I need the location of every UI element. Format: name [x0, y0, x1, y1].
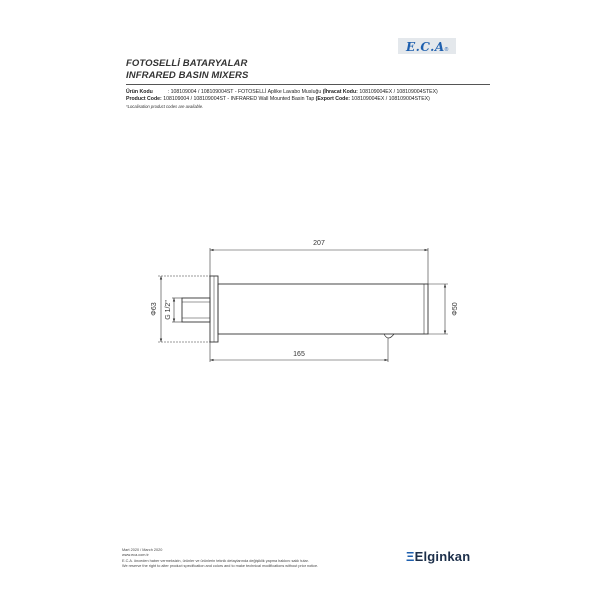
- dim-body-diameter: Φ50: [452, 302, 459, 316]
- tap-body: [218, 284, 428, 334]
- elginkan-mark-icon: Ξ: [406, 549, 415, 564]
- dimension-lines: [158, 248, 448, 362]
- dim-body-length: 165: [293, 351, 305, 358]
- footer-note-en: We reserve the right to alter product specification and colors and to make technical modifications without prior notice.: [122, 564, 319, 568]
- dim-total-length: 207: [313, 240, 325, 247]
- thread-connector: [182, 298, 210, 322]
- export-code-en-value: 108109004EX / 108109004STEX): [351, 96, 430, 102]
- tap-outline: [182, 276, 428, 342]
- footer-date: Mart 2020 / March 2020: [122, 548, 163, 552]
- dim-thread-size: G 1/2": [165, 300, 172, 320]
- localisation-note: *Localisation product codes are available.: [126, 104, 204, 109]
- product-code-tr-label: Ürün Kodu: [126, 89, 153, 95]
- export-code-en-label: (Export Code:: [315, 96, 350, 102]
- product-code-en-label: Product Code:: [126, 96, 162, 102]
- footer-note-tr: E.C.A. önceden haber vermeksizin, ürünler ve ürünlerin teknik detaylarında değişiklik yapma hakkını saklı tutar.: [122, 559, 309, 563]
- elginkan-logo: [406, 548, 470, 566]
- catalog-title-tr: FOTOSELLİ BATARYALAR: [126, 58, 248, 69]
- export-code-tr-label: (İhracat Kodu:: [322, 89, 358, 95]
- export-code-tr-value: 108109004EX / 108109004STEX): [359, 89, 438, 95]
- elginkan-brand-text: Elginkan: [414, 549, 471, 564]
- catalog-title-en: INFRARED BASIN MIXERS: [126, 70, 249, 81]
- footer-website: www.eca.com.tr: [122, 553, 149, 557]
- product-code-tr-text: : 108109004 / 108109004ST - FOTOSELLİ Aplike Lavabo Musluğu: [167, 89, 322, 95]
- eca-logo-mark: ®: [444, 47, 449, 53]
- product-code-en-text: 108109004 / 108109004ST - INFRARED Wall Mounted Basin Tap: [163, 96, 315, 102]
- dim-flange-diameter: Φ63: [151, 302, 158, 316]
- spout-outlet: [384, 334, 394, 338]
- eca-logo-text: E.C.A: [406, 40, 445, 54]
